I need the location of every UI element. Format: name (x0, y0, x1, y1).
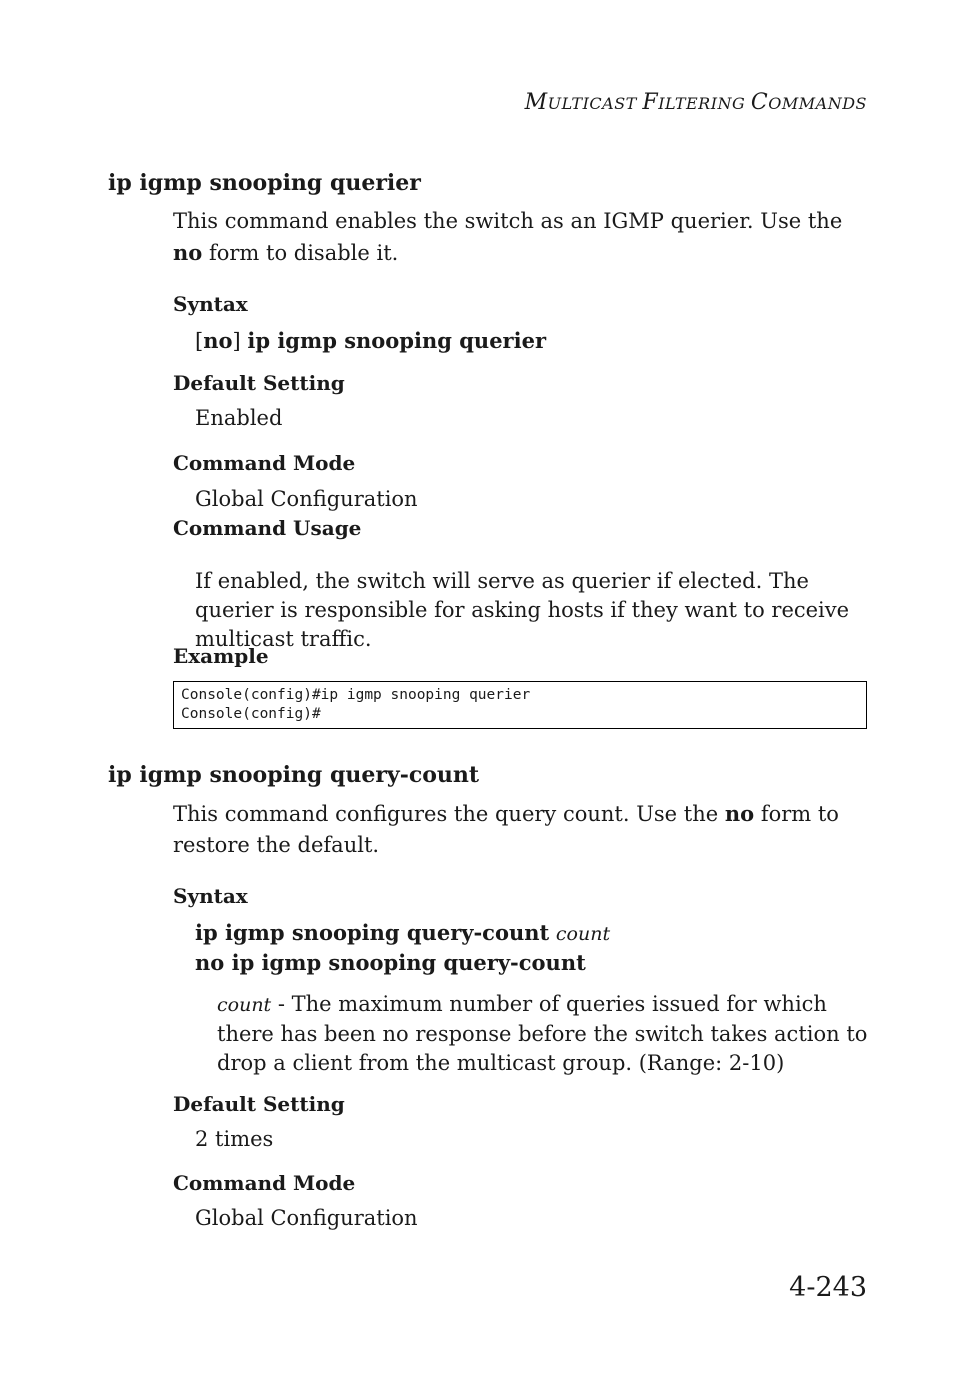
command-mode-value: Global Configuration (195, 1206, 418, 1230)
code-line: Console(config)# (181, 706, 321, 722)
parameter-description: count - The maximum number of queries issued for which there has been no response before the switch takes action to drop a client from the multicast group. (Range: 2-10) (217, 992, 868, 1075)
command-mode-heading: Command Mode (173, 451, 356, 475)
command-description: This command configures the query count. Use the no form to restore the default. (173, 801, 839, 857)
command-description: This command enables the switch as an IGMP querier. Use the no form to disable it. (173, 209, 843, 265)
example-heading: Example (173, 644, 269, 668)
syntax-line-no: no ip igmp snooping query-count (195, 950, 586, 975)
default-setting-heading: Default Setting (173, 1092, 345, 1116)
command-mode-value: Global Configuration (195, 487, 418, 511)
default-setting-value: Enabled (195, 406, 283, 430)
default-setting-value: 2 times (195, 1127, 274, 1151)
code-line: Console(config)#ip igmp snooping querier (181, 687, 531, 703)
syntax-heading: Syntax (173, 884, 248, 908)
syntax-heading: Syntax (173, 292, 248, 316)
command-usage-heading: Command Usage (173, 516, 362, 540)
running-header: MULTICAST FILTERING COMMANDS (524, 90, 867, 115)
syntax-line: ip igmp snooping query-count count (195, 920, 611, 945)
command-usage-text: If enabled, the switch will serve as querier if elected. The querier is responsible for asking hosts if they want to receive multicast traffic. (195, 569, 850, 651)
example-code-block (173, 681, 867, 729)
command-title-querier: ip igmp snooping querier (108, 170, 421, 196)
command-mode-heading: Command Mode (173, 1171, 356, 1195)
command-title-query-count: ip igmp snooping query-count (108, 762, 480, 788)
page-number: 4-243 (789, 1272, 867, 1303)
default-setting-heading: Default Setting (173, 371, 345, 395)
syntax-line: [no] ip igmp snooping querier (195, 328, 547, 353)
